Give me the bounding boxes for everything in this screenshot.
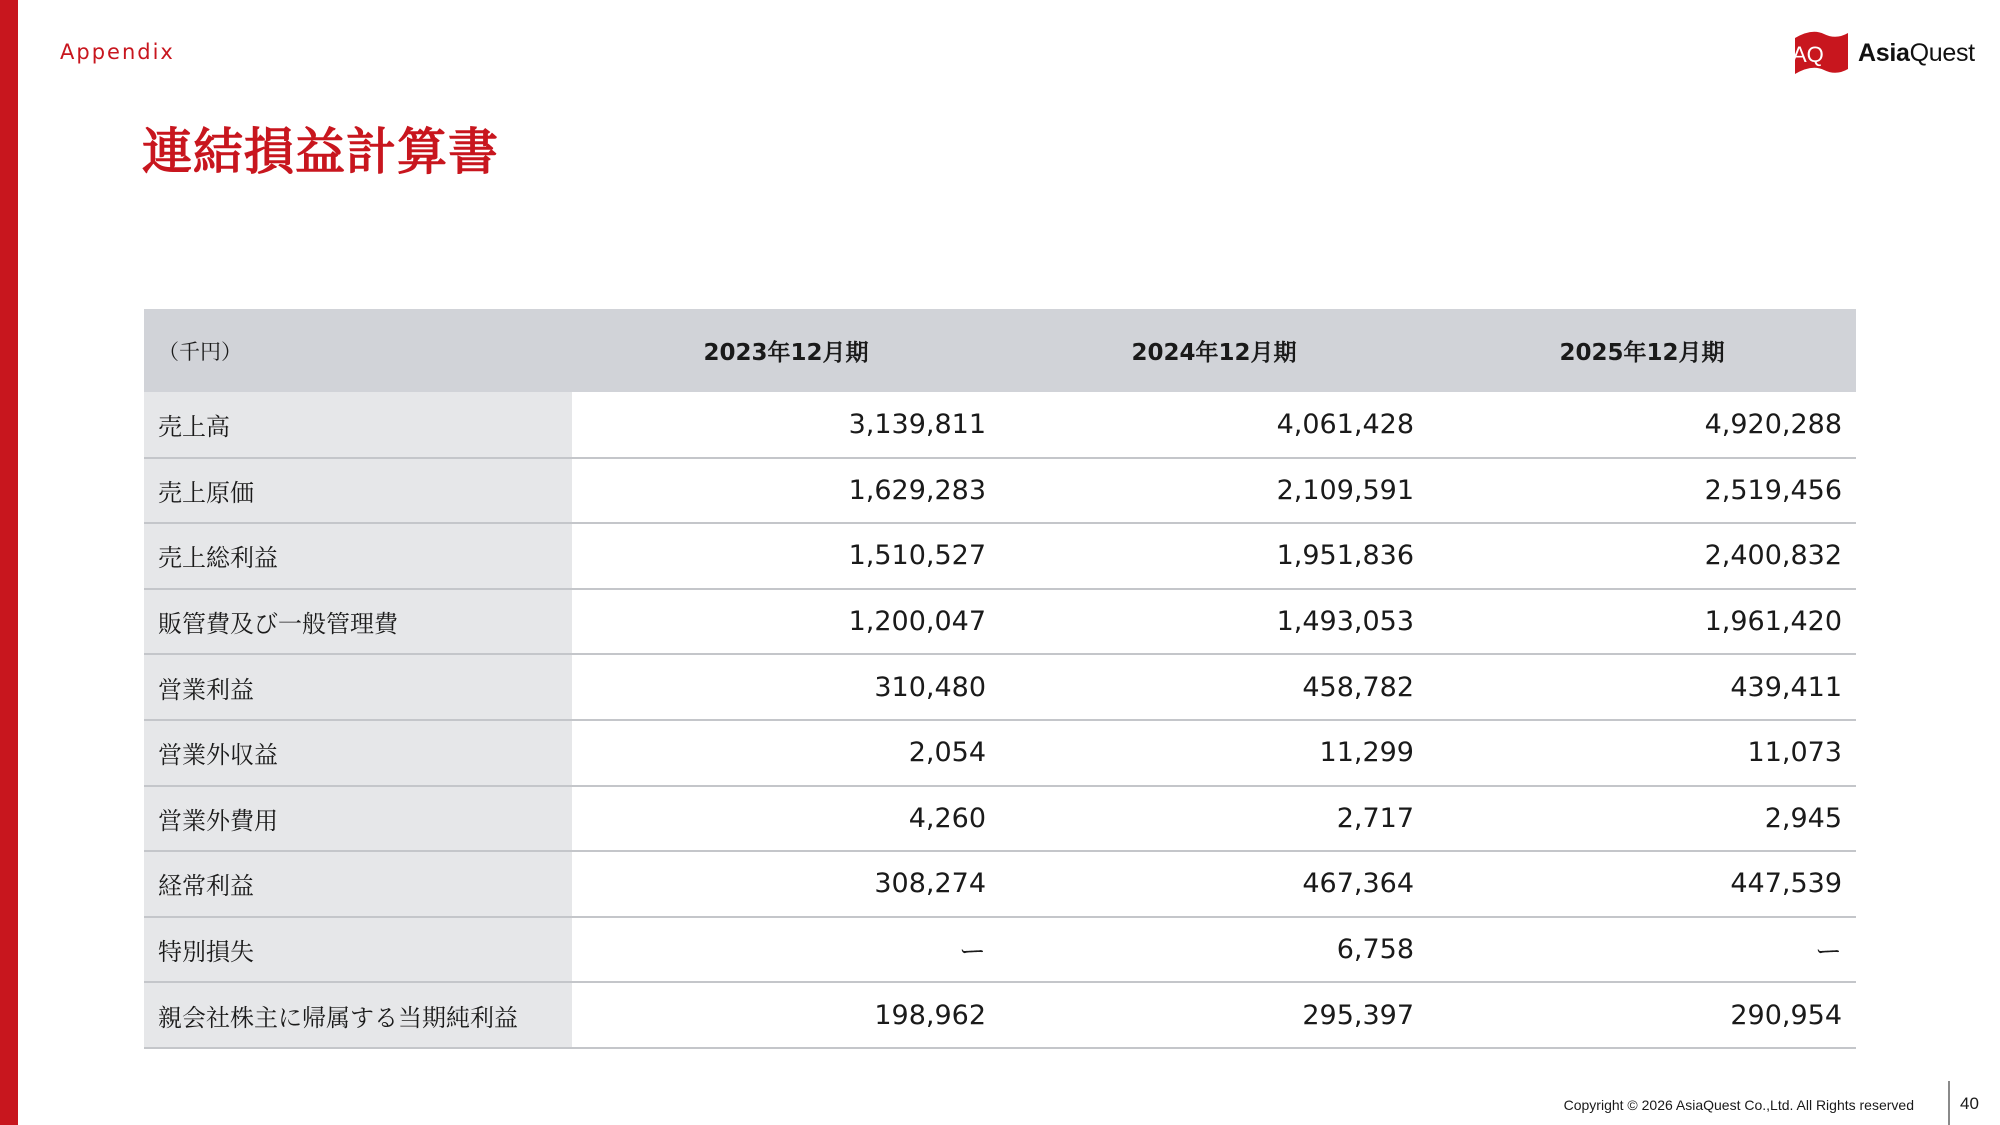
- column-header: 2023年12月期: [572, 309, 1000, 392]
- table-cell-value: 4,260: [572, 786, 1000, 852]
- table-cell-value: 1,493,053: [1000, 589, 1428, 655]
- table-cell-value: 439,411: [1428, 654, 1856, 720]
- table-cell-value: 1,629,283: [572, 458, 1000, 524]
- table-cell-value: 3,139,811: [572, 392, 1000, 458]
- row-label: 販管費及び一般管理費: [144, 589, 572, 655]
- table-cell-value: 295,397: [1000, 982, 1428, 1048]
- table-row: [144, 589, 1856, 655]
- table-row: [144, 458, 1856, 524]
- table-cell-value: 1,951,836: [1000, 523, 1428, 589]
- row-label: 売上原価: [144, 458, 572, 524]
- unit-label: （千円）: [144, 309, 572, 392]
- copyright-notice: Copyright © 2026 AsiaQuest Co.,Ltd. All Rights reserved: [1563, 1097, 1914, 1113]
- table-cell-value: 308,274: [572, 851, 1000, 917]
- table-cell-value: 310,480: [572, 654, 1000, 720]
- table-cell-value: 2,400,832: [1428, 523, 1856, 589]
- table-cell-value: 2,054: [572, 720, 1000, 786]
- table-cell-value: 2,945: [1428, 786, 1856, 852]
- logo-name-rest: Quest: [1909, 38, 1975, 67]
- logo-wordmark: [1858, 39, 1975, 68]
- table-cell-value: 1,200,047: [572, 589, 1000, 655]
- table-cell-value: 4,061,428: [1000, 392, 1428, 458]
- table-cell-value: 2,109,591: [1000, 458, 1428, 524]
- table-cell-value: 447,539: [1428, 851, 1856, 917]
- asiaquest-logo: [1792, 28, 1975, 78]
- table-cell-value: 2,519,456: [1428, 458, 1856, 524]
- column-header: 2025年12月期: [1428, 309, 1856, 392]
- table-cell-value: ー: [572, 917, 1000, 983]
- table-row: [144, 654, 1856, 720]
- row-label: 経常利益: [144, 851, 572, 917]
- row-label: 売上総利益: [144, 523, 572, 589]
- row-label: 親会社株主に帰属する当期純利益: [144, 982, 572, 1048]
- section-label: Appendix: [60, 40, 175, 64]
- table-cell-value: 467,364: [1000, 851, 1428, 917]
- table-cell-value: 198,962: [572, 982, 1000, 1048]
- table-cell-value: 6,758: [1000, 917, 1428, 983]
- table-header-row: [144, 309, 1856, 392]
- table-row: [144, 982, 1856, 1048]
- table-cell-value: 11,073: [1428, 720, 1856, 786]
- table-cell-value: 458,782: [1000, 654, 1428, 720]
- flag-logo-icon: [1792, 29, 1850, 77]
- income-statement-table: [144, 309, 1856, 1049]
- table-cell-value: 1,961,420: [1428, 589, 1856, 655]
- table-row: [144, 720, 1856, 786]
- accent-bar: [0, 0, 18, 1125]
- row-label: 売上高: [144, 392, 572, 458]
- table-cell-value: 290,954: [1428, 982, 1856, 1048]
- table-cell-value: 11,299: [1000, 720, 1428, 786]
- table-row: [144, 851, 1856, 917]
- table-row: [144, 392, 1856, 458]
- row-label: 営業外費用: [144, 786, 572, 852]
- footer-divider: [1948, 1081, 1950, 1125]
- table-row: [144, 786, 1856, 852]
- row-label: 特別損失: [144, 917, 572, 983]
- table-cell-value: ー: [1428, 917, 1856, 983]
- table-cell-value: 4,920,288: [1428, 392, 1856, 458]
- table-cell-value: 2,717: [1000, 786, 1428, 852]
- logo-mark: AQ: [1792, 42, 1824, 67]
- table-row: [144, 523, 1856, 589]
- table-row: [144, 917, 1856, 983]
- row-label: 営業外収益: [144, 720, 572, 786]
- page-number: 40: [1960, 1094, 1979, 1113]
- row-label: 営業利益: [144, 654, 572, 720]
- table-cell-value: 1,510,527: [572, 523, 1000, 589]
- page-title: 連結損益計算書: [142, 123, 499, 181]
- logo-name-bold: Asia: [1858, 38, 1910, 67]
- column-header: 2024年12月期: [1000, 309, 1428, 392]
